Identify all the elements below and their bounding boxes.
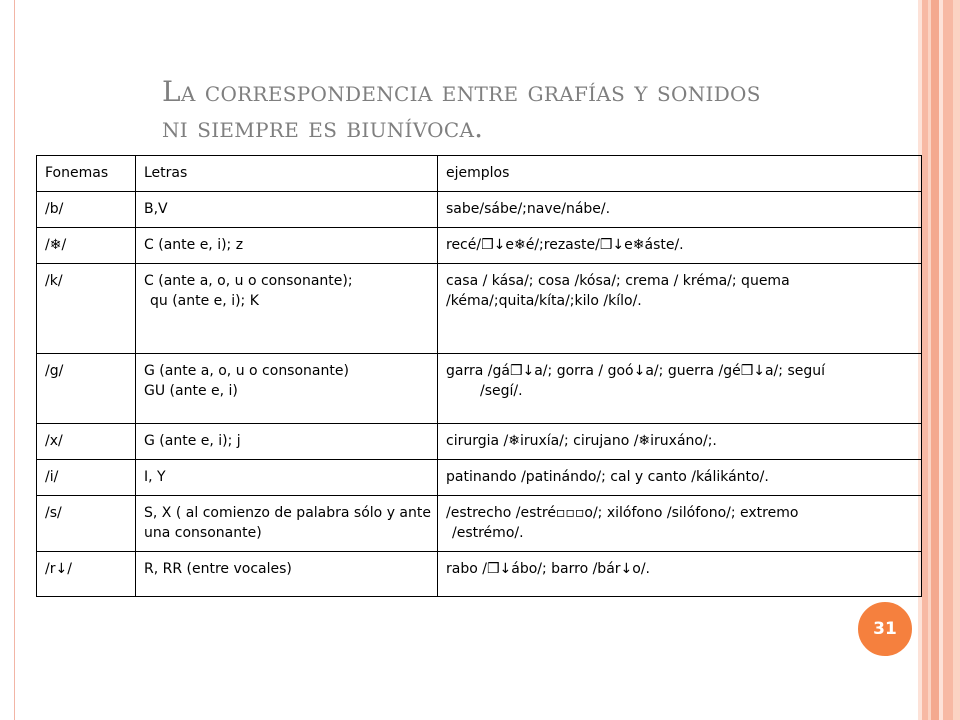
title-line-2: ni siempre es biunívoca. <box>162 111 484 144</box>
cell-ejemplos-line: /estrecho /estré▫▫▫o/; xilófono /silófono/; extremo <box>446 505 799 521</box>
cell-ejemplos: recé/❒↓e❄é/;rezaste/❒↓e❄áste/. <box>438 228 922 264</box>
cell-fonema: /r↓/ <box>37 552 136 597</box>
cell-fonema: /x/ <box>37 424 136 460</box>
cell-ejemplos-line: garra /gá❒↓a/; gorra / goó↓a/; guerra /gé❒↓a/; seguí <box>446 363 825 379</box>
cell-letras-line: C (ante a, o, u o consonante); <box>144 273 353 289</box>
cell-fonema: /g/ <box>37 354 136 424</box>
header-fonemas: Fonemas <box>37 156 136 192</box>
cell-letras: S, X ( al comienzo de palabra sólo y ante una consonante) <box>136 496 438 552</box>
cell-letras: R, RR (entre vocales) <box>136 552 438 597</box>
cell-ejemplos <box>438 264 922 354</box>
header-ejemplos: ejemplos <box>438 156 922 192</box>
cell-ejemplos <box>438 354 922 424</box>
cell-ejemplos: rabo /❒↓ábo/; barro /bár↓o/. <box>438 552 922 597</box>
slide-title <box>162 74 882 146</box>
table-header-row <box>37 156 922 192</box>
table-row <box>37 460 922 496</box>
decorative-stripes <box>918 0 960 720</box>
title-line-1: La correspondencia entre grafías y sonidos <box>162 75 761 108</box>
cell-fonema: /❄/ <box>37 228 136 264</box>
cell-letras <box>136 264 438 354</box>
cell-letras-line: G (ante a, o, u o consonante) <box>144 363 349 379</box>
table-row <box>37 228 922 264</box>
cell-ejemplos: cirurgia /❄iruxía/; cirujano /❄iruxáno/;. <box>438 424 922 460</box>
table-row <box>37 264 922 354</box>
cell-ejemplos-line: /kéma/;quita/kíta/;kilo /kílo/. <box>446 293 642 309</box>
cell-letras <box>136 354 438 424</box>
cell-letras: I, Y <box>136 460 438 496</box>
page-number-badge: 31 <box>854 598 916 660</box>
cell-fonema: /i/ <box>37 460 136 496</box>
table-row <box>37 192 922 228</box>
cell-ejemplos <box>438 496 922 552</box>
cell-letras: B,V <box>136 192 438 228</box>
cell-ejemplos-line: casa / kása/; cosa /kósa/; crema / kréma/; quema <box>446 273 790 289</box>
cell-ejemplos-line: /segí/. <box>480 383 523 399</box>
cell-fonema: /s/ <box>37 496 136 552</box>
table-row <box>37 496 922 552</box>
cell-ejemplos: patinando /patinándo/; cal y canto /kálikánto/. <box>438 460 922 496</box>
table-row <box>37 552 922 597</box>
cell-letras: G (ante e, i); j <box>136 424 438 460</box>
cell-fonema: /b/ <box>37 192 136 228</box>
cell-letras: C (ante e, i); z <box>136 228 438 264</box>
cell-letras-line: GU (ante e, i) <box>144 383 238 399</box>
table-row <box>37 424 922 460</box>
header-letras: Letras <box>136 156 438 192</box>
phoneme-table <box>36 155 922 597</box>
cell-ejemplos-line: /estrémo/. <box>452 525 524 541</box>
cell-ejemplos: sabe/sábe/;nave/nábe/. <box>438 192 922 228</box>
left-frame-line <box>14 0 15 720</box>
cell-fonema: /k/ <box>37 264 136 354</box>
table-row <box>37 354 922 424</box>
cell-letras-line: qu (ante e, i); K <box>150 293 259 309</box>
